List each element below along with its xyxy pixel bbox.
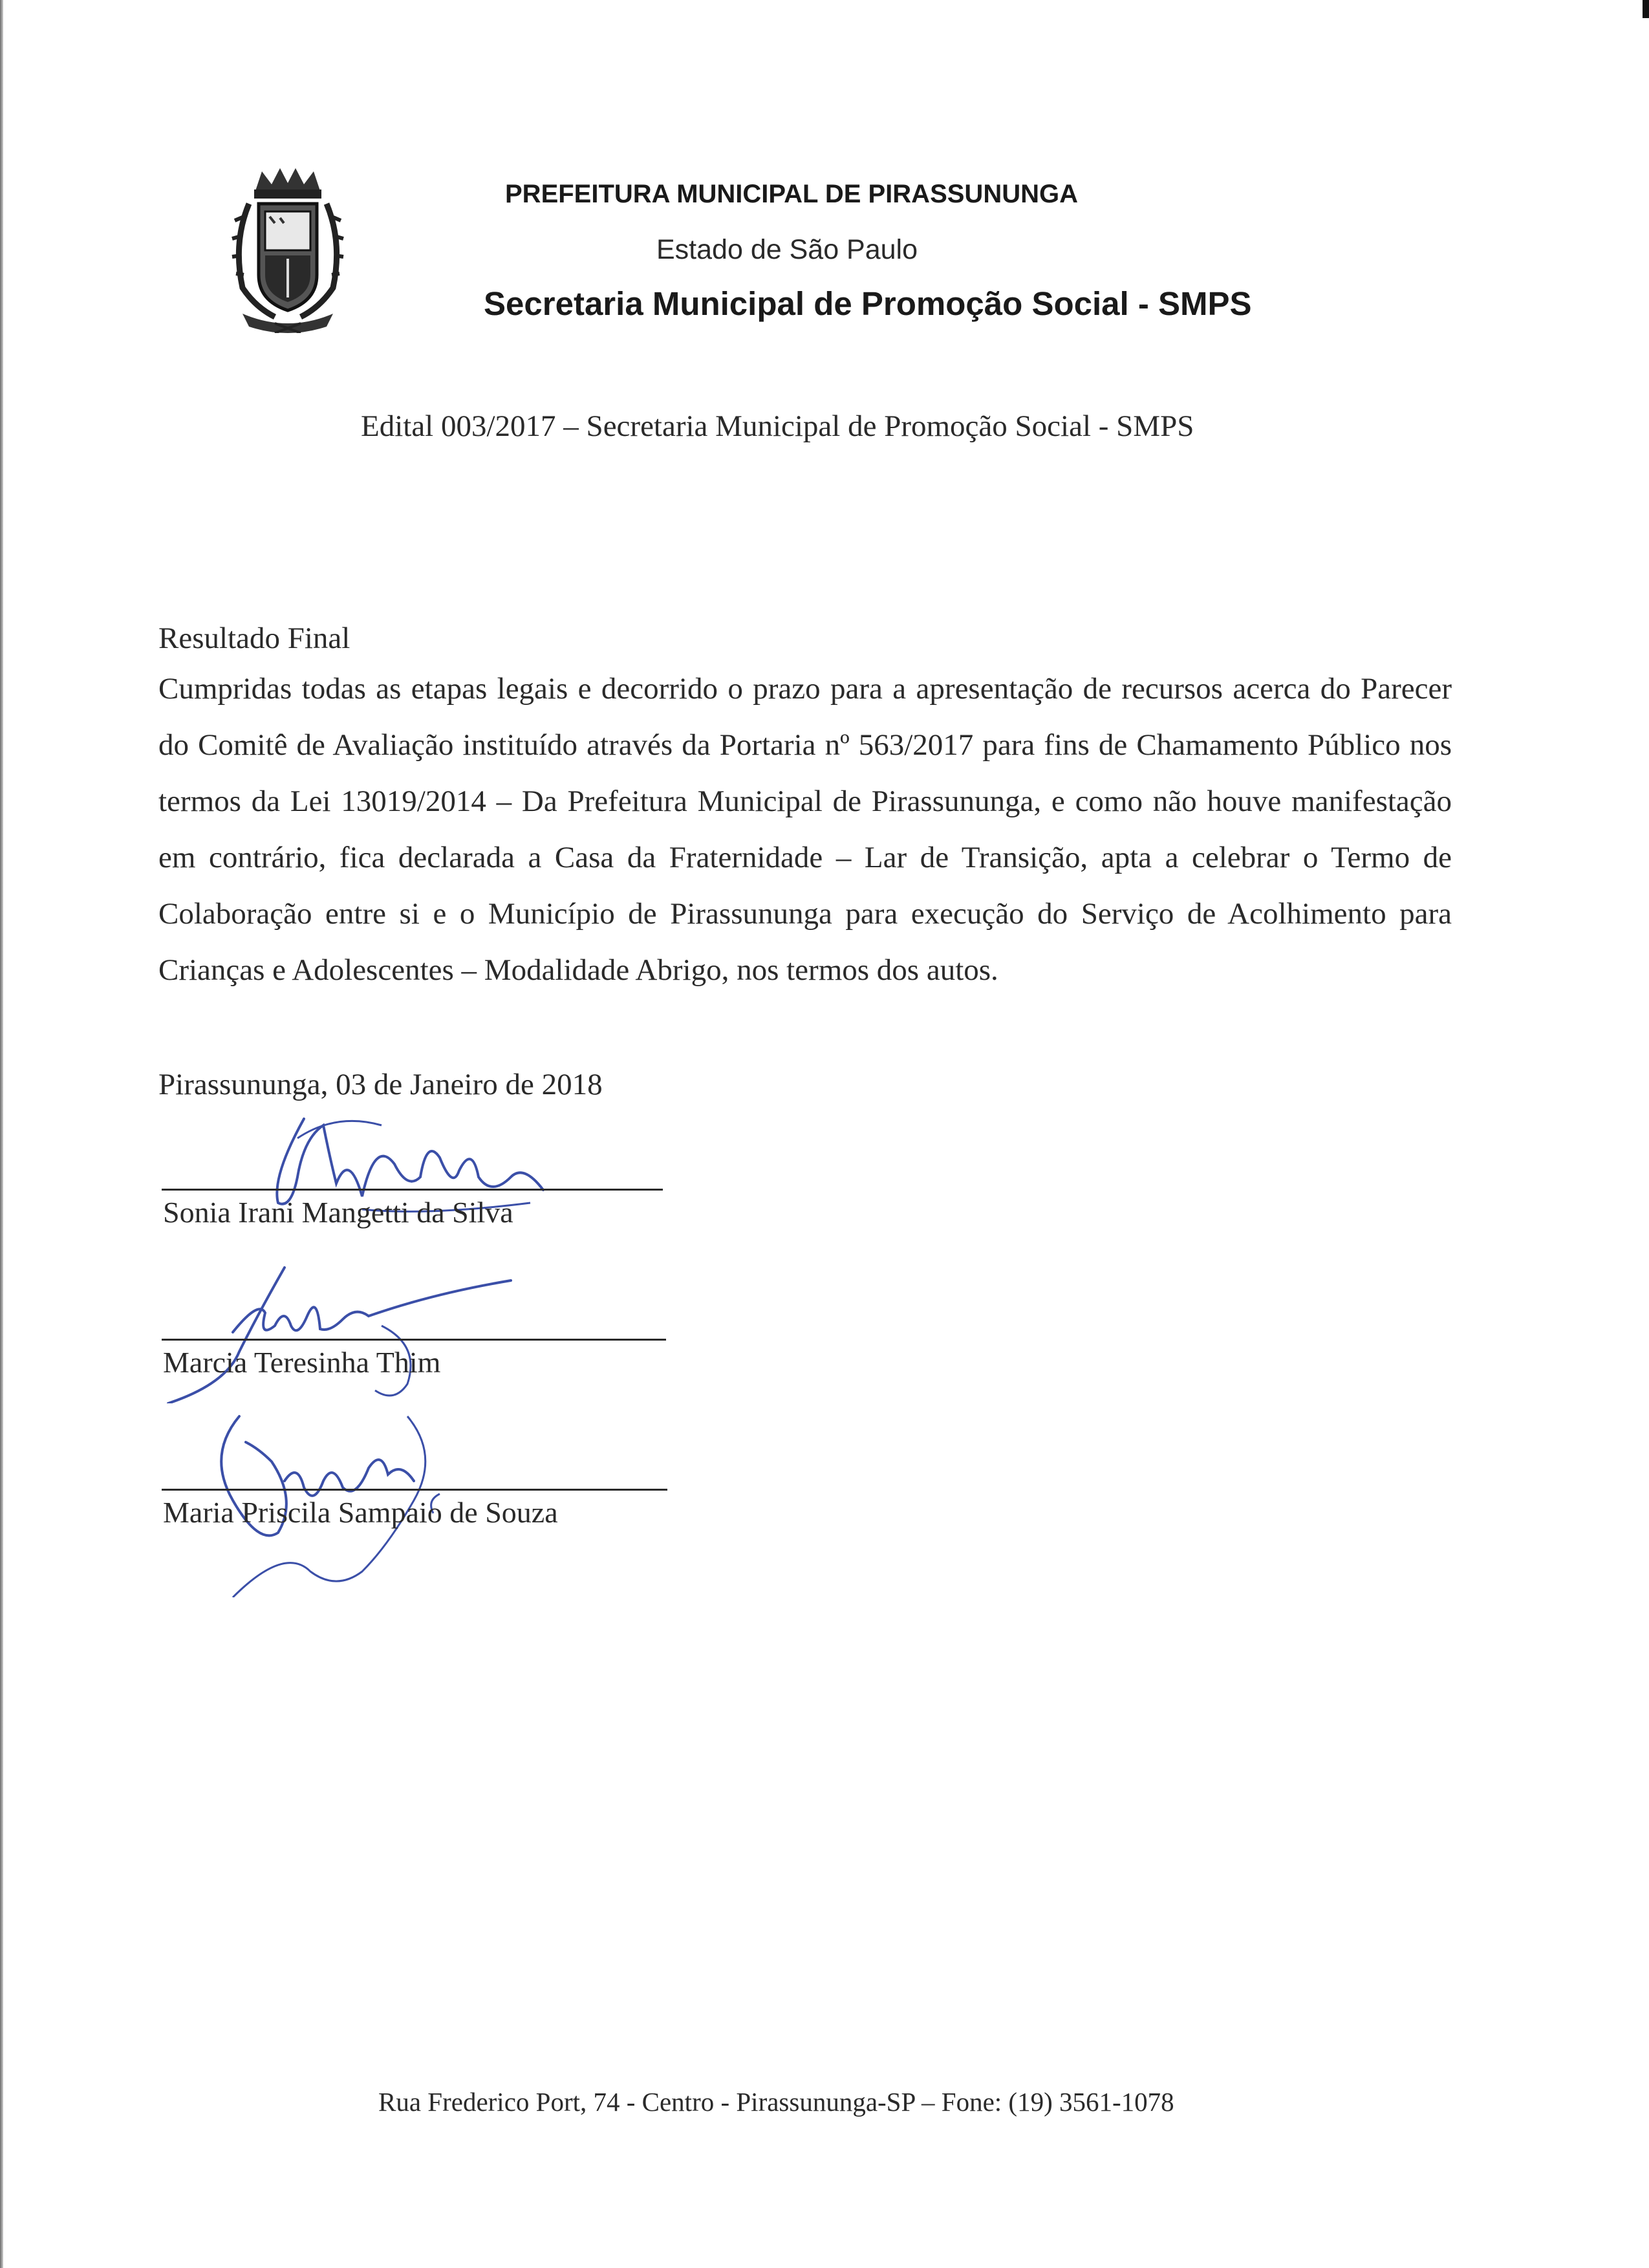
signature-2-name: Marcia Teresinha Thim	[163, 1346, 441, 1379]
result-title: Resultado Final	[158, 621, 350, 655]
edital-title: Edital 003/2017 – Secretaria Municipal de Promoção Social - SMPS	[361, 409, 1194, 443]
scan-corner-mark	[1643, 0, 1649, 18]
signature-1-line	[162, 1189, 663, 1191]
header-estado: Estado de São Paulo	[656, 234, 918, 265]
date-line: Pirassununga, 03 de Janeiro de 2018	[158, 1068, 603, 1101]
footer-address: Rua Frederico Port, 74 - Centro - Pirassununga-SP – Fone: (19) 3561-1078	[378, 2087, 1174, 2117]
result-body: Cumpridas todas as etapas legais e decorrido o prazo para a apresentação de recursos acerca do Parecer do Comitê de Avaliação instituído através da Portaria nº 563/2017 para fins de Chamamento Público nos termos da Lei 13019/2014 – Da Prefeitura Municipal de Pirassununga, e como não houve manifestação em contrário, fica declarada a Casa da Fraternidade – Lar de Transição, apta a celebrar o Termo de Colaboração entre si e o Município de Pirassununga para execução do Serviço de Acolhimento para Crianças e Adolescentes – Modalidade Abrigo, nos termos dos autos.	[158, 672, 1452, 987]
header-prefeitura: PREFEITURA MUNICIPAL DE PIRASSUNUNGA	[505, 180, 1078, 208]
signature-2-line	[162, 1339, 666, 1341]
signature-1-name: Sonia Irani Mangetti da Silva	[163, 1196, 513, 1229]
signature-3-name: Maria Priscila Sampaio de Souza	[163, 1496, 558, 1529]
signature-2-ink	[162, 1255, 524, 1403]
header-secretaria: Secretaria Municipal de Promoção Social - SMPS	[484, 285, 1252, 322]
scan-edge	[0, 0, 3, 2268]
signature-3-line	[162, 1489, 667, 1491]
